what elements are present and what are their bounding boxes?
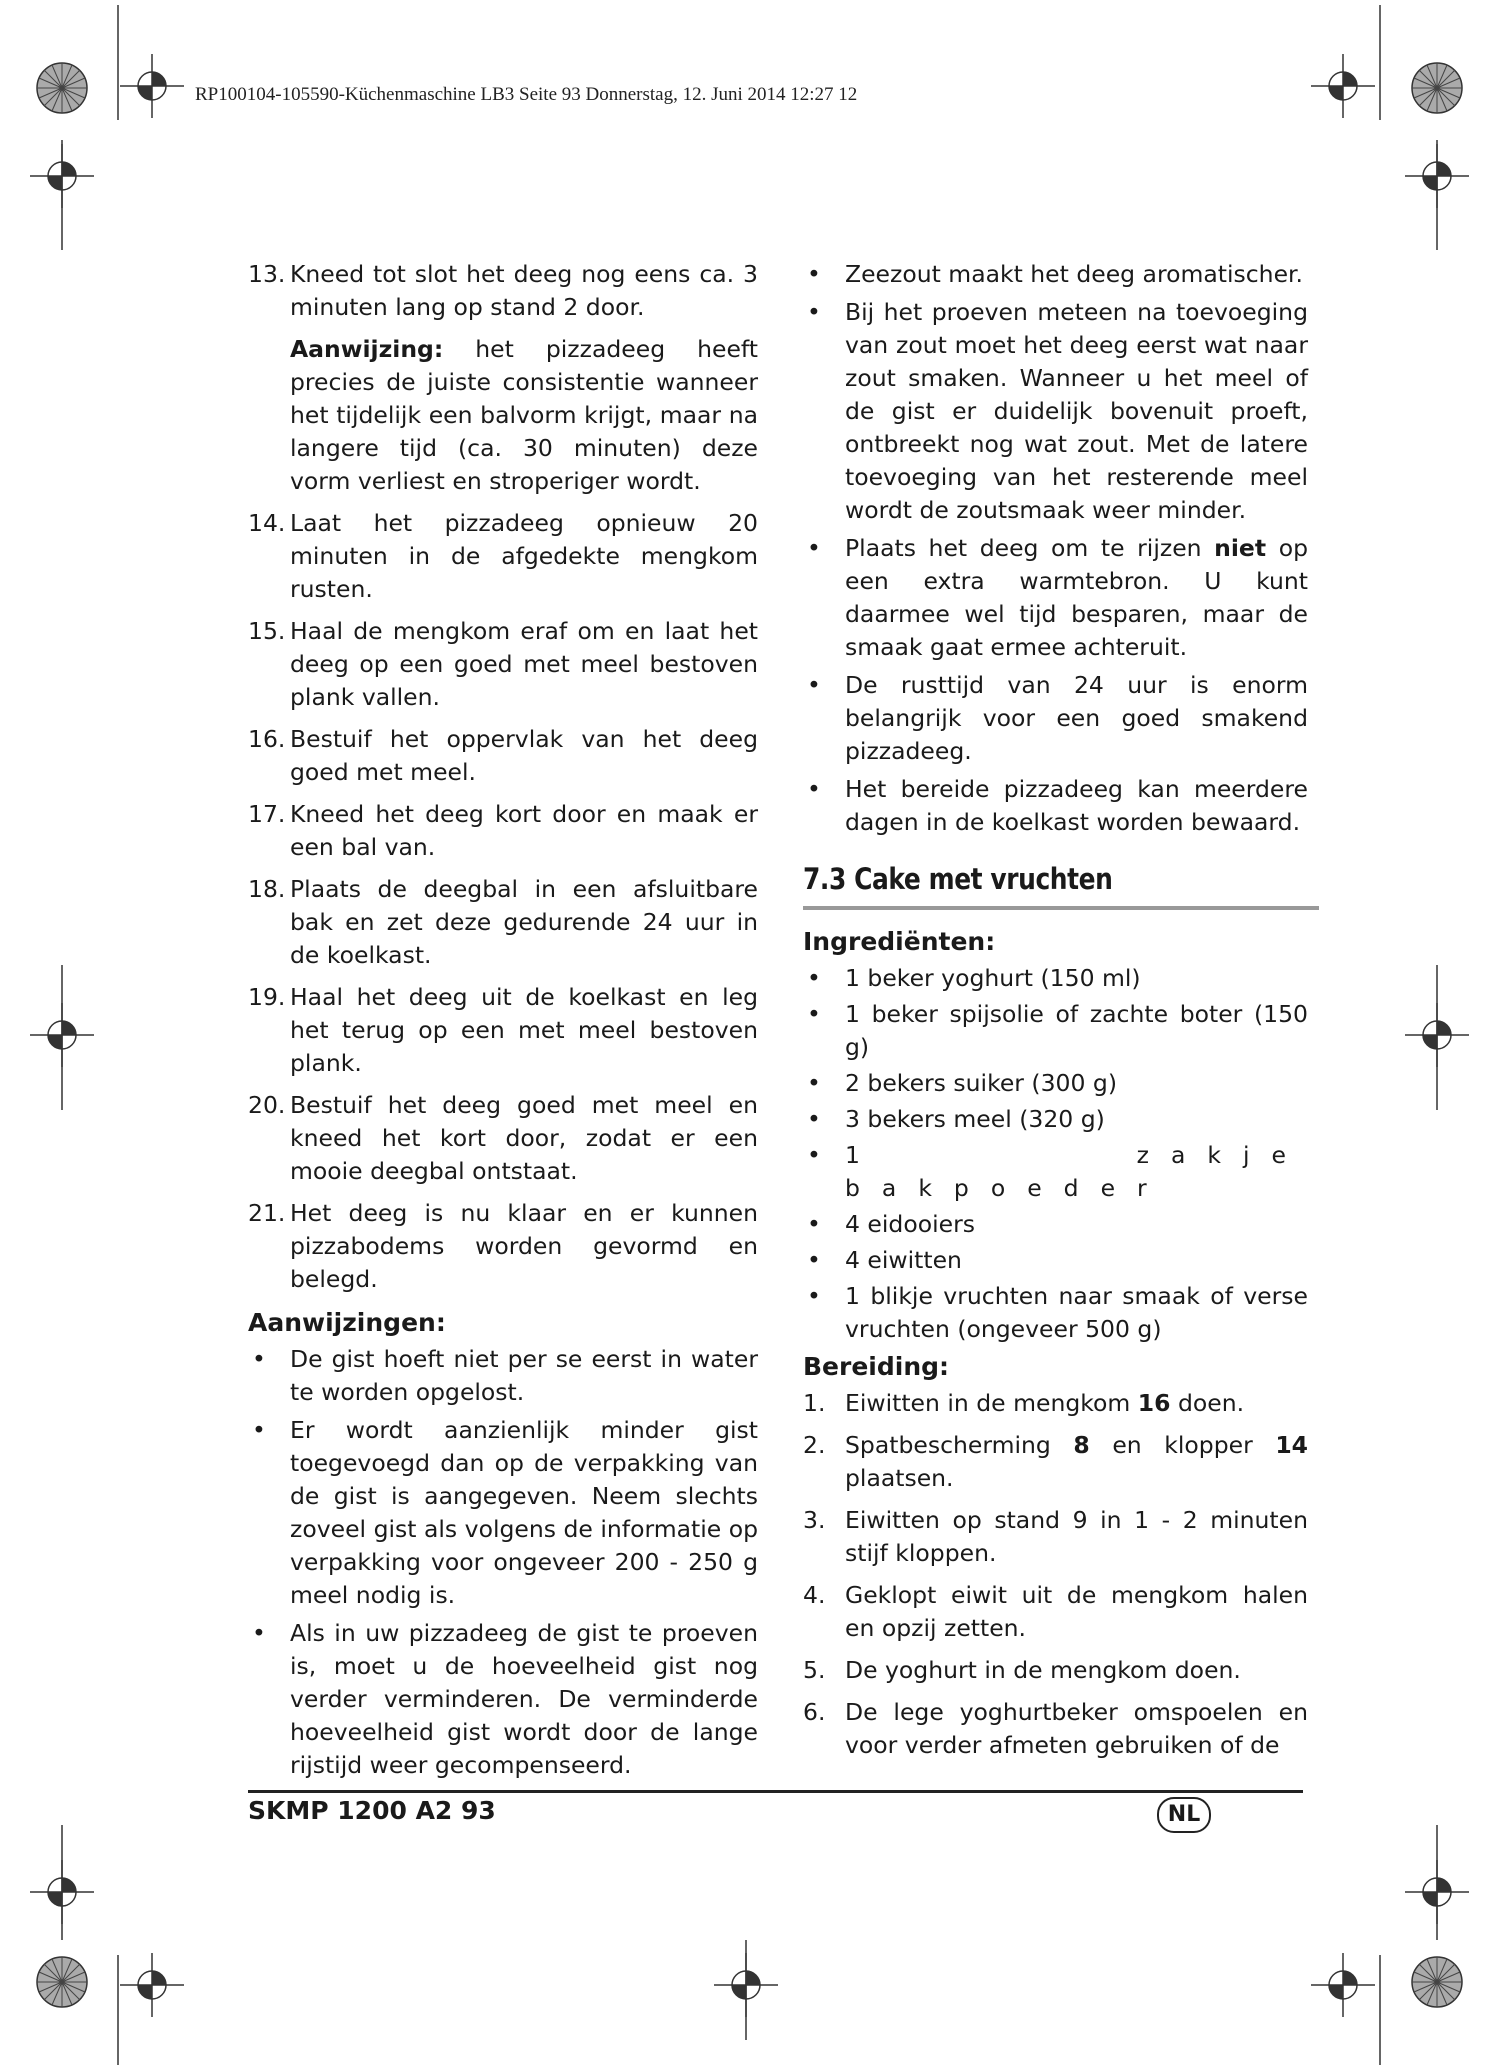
step-17: 17. Kneed het deeg kort door en maak er een bal van. — [248, 800, 758, 861]
step-16: 16. Bestuif het oppervlak van het deeg goed met meel. — [248, 725, 758, 786]
bullet-dot: • — [807, 1141, 843, 1169]
step-19: 19. Haal het deeg uit de koelkast en leg het terug op een met meel bestoven plank. — [248, 983, 758, 1077]
prep-step-2: 2. Spatbescherming 8 en klopper 14 plaatsen. — [803, 1431, 1309, 1492]
step-15: 15. Haal de mengkom eraf om en laat het deeg op een goed met meel bestoven plank vallen. — [248, 617, 758, 711]
ingredient-item: • 3 bekers meel (320 g) — [803, 1103, 1308, 1136]
page-number: 93 — [461, 1796, 496, 1825]
left-column — [248, 258, 758, 1787]
bullet-dot: • — [807, 1000, 821, 1028]
section-title: 7.3 Cake met vruchten — [803, 863, 1319, 910]
note-label: Aanwijzing: — [290, 335, 444, 363]
bullet-dot: • — [807, 775, 821, 803]
ingredient-item: • 4 eiwitten — [803, 1244, 1308, 1277]
note-item: • Er wordt aanzienlijk minder gist toegevoegd dan op de verpakking van de gist is aangegeven. Neem slechts zoveel gist als volgens de informatie op verpakking voor ongeveer 200 - 250 g meel nodig is. — [252, 1416, 758, 1609]
step-21: 21. Het deeg is nu klaar en er kunnen pizzabodems worden gevormd en belegd. — [248, 1199, 758, 1293]
ingredient-item: • 1 blikje vruchten naar smaak of verse vruchten (ongeveer 500 g) — [807, 1282, 1308, 1343]
bullet-dot: • — [252, 1619, 266, 1647]
prep-step-5: 5. De yoghurt in de mengkom doen. — [803, 1656, 1241, 1684]
bullet-dot: • — [807, 260, 821, 288]
bullet-dot: • — [807, 1210, 821, 1238]
ingredient-item: • 2 bekers suiker (300 g) — [803, 1067, 1308, 1100]
bullet-dot: • — [807, 298, 821, 326]
right-column — [803, 258, 1308, 1771]
tip-item: • Bij het proeven meteen na toevoeging van zout moet het deeg eerst wat naar zout smaken. Wanneer u het meel of de gist er duidelijk bovenuit proeft, ontbreekt nog wat zout. Met de latere toevoeging van het resterende meel wordt de zoutsmaak weer minder. — [807, 298, 1308, 524]
note-item: • Als in uw pizzadeeg de gist te proeven is, moet u de hoeveelheid gist nog verder verminderen. De verminderde hoeveelheid gist wordt door de lange rijstijd weer gecompenseerd. — [252, 1619, 758, 1779]
prep-step-1: 1. Eiwitten in de mengkom 16 doen. — [803, 1389, 1245, 1417]
step-20: 20. Bestuif het deeg goed met meel en kneed het kort door, zodat er een mooie deegbal ontstaat. — [248, 1091, 758, 1185]
prep-step-3: 3. Eiwitten op stand 9 in 1 - 2 minuten stijf kloppen. — [803, 1506, 1308, 1567]
tip-item: • De rusttijd van 24 uur is enorm belangrijk voor een goed smakend pizzadeeg. — [807, 671, 1308, 765]
notes-heading: Aanwijzingen: — [248, 1308, 446, 1337]
bullet-dot: • — [807, 1282, 821, 1310]
ingredient-item: • 1 beker spijsolie of zachte boter (150 g) — [807, 1000, 1308, 1061]
tip-item: • Het bereide pizzadeeg kan meerdere dagen in de koelkast worden bewaard. — [807, 775, 1308, 836]
print-slug-line: RP100104-105590-Küchenmaschine LB3 Seite 93 Donnerstag, 12. Juni 2014 12:27 12 — [195, 84, 858, 105]
step-18: 18. Plaats de deegbal in een afsluitbare bak en zet deze gedurende 24 uur in de koelkast. — [248, 875, 758, 969]
ingredients-heading: Ingrediënten: — [803, 927, 996, 956]
ingredient-item: • 4 eidooiers — [803, 1208, 1308, 1241]
bullet-dot: • — [807, 671, 821, 699]
tip-item: • Plaats het deeg om te rijzen niet op een extra warmtebron. U kunt daarmee wel tijd besparen, maar de smaak gaat ermee achteruit. — [807, 534, 1308, 661]
model-number: SKMP 1200 A2 — [248, 1796, 453, 1825]
bullet-dot: • — [252, 1345, 266, 1373]
bullet-dot: • — [807, 534, 821, 562]
step-14: 14. Laat het pizzadeeg opnieuw 20 minuten in de afgedekte mengkom rusten. — [248, 509, 758, 603]
bullet-dot: • — [252, 1416, 266, 1444]
note-consistency: Aanwijzing: het pizzadeeg heeft precies de juiste consistentie wanneer het tijdelijk een balvorm krijgt, maar na langere tijd (ca. 30 minuten) deze vorm verliest en stroperiger wordt. — [290, 335, 758, 495]
step-13: 13. Kneed tot slot het deeg nog eens ca. 3 minuten lang op stand 2 door. — [248, 260, 758, 321]
note-item: • De gist hoeft niet per se eerst in water te worden opgelost. — [252, 1345, 758, 1406]
bullet-dot: • — [807, 1246, 821, 1274]
preparation-heading: Bereiding: — [803, 1352, 950, 1381]
bullet-dot: • — [807, 1069, 821, 1097]
ingredient-item: • 1 beker yoghurt (150 ml) — [803, 962, 1308, 995]
prep-step-4: 4. Geklopt eiwit uit de mengkom halen en opzij zetten. — [803, 1581, 1308, 1642]
language-badge: NL — [1157, 1797, 1211, 1833]
footer-model-page — [248, 1796, 496, 1825]
prep-step-6: 6. De lege yoghurtbeker omspoelen en voor verder afmeten gebruiken of de — [803, 1698, 1308, 1759]
footer-rule — [248, 1790, 1303, 1793]
bullet-dot: • — [807, 1105, 821, 1133]
ingredient-item: • 1 zakje bakpoeder — [807, 1141, 1308, 1202]
tip-item: • Zeezout maakt het deeg aromatischer. — [803, 258, 1308, 291]
bullet-dot: • — [807, 964, 821, 992]
